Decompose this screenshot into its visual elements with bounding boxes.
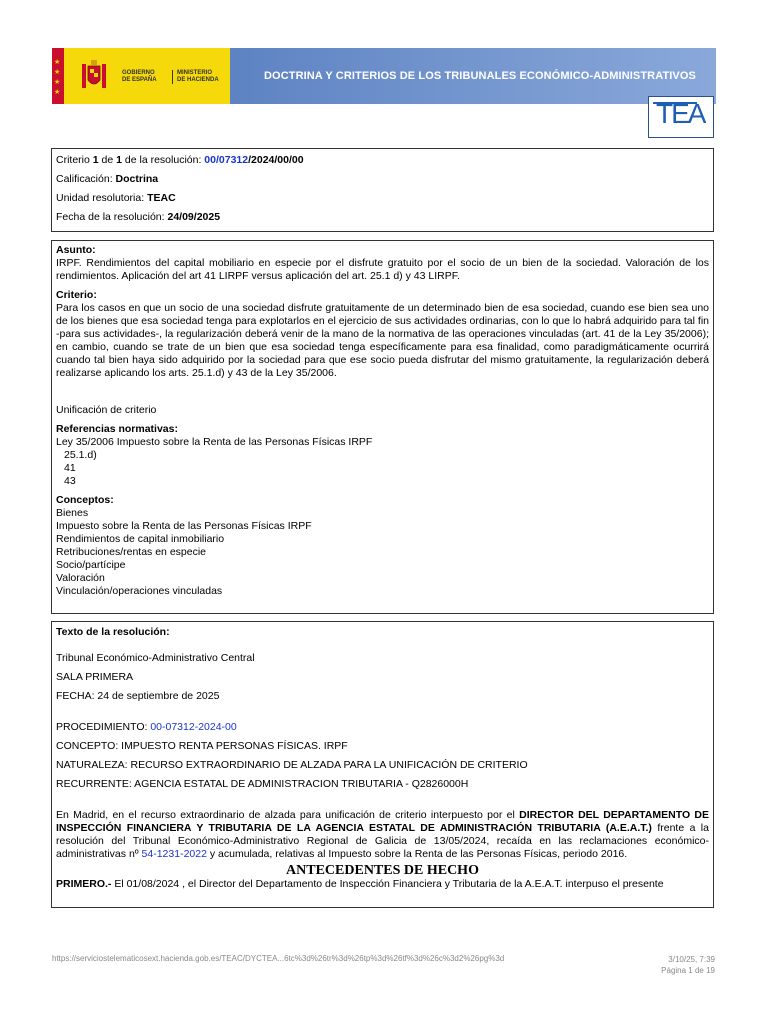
procedimiento-line: PROCEDIMIENTO: 00-07312-2024-00 — [56, 721, 237, 733]
concepto-item: Socio/partícipe — [56, 559, 126, 571]
fecha-text: FECHA: 24 de septiembre de 2025 — [56, 690, 220, 702]
articulo-item: 41 — [64, 462, 76, 474]
criterio-label: Criterio: — [56, 289, 97, 301]
referencias-label: Referencias normativas: — [56, 423, 178, 435]
criterio-detail — [51, 240, 714, 614]
resolution-link[interactable]: 00/07312 — [204, 154, 249, 166]
articulo-item: 43 — [64, 475, 76, 487]
resolution-text — [51, 621, 714, 908]
concepto-line: CONCEPTO: IMPUESTO RENTA PERSONAS FÍSICAS. IRPF — [56, 740, 348, 752]
footer-page: Página 1 de 19 — [661, 966, 715, 975]
header-banner — [52, 48, 716, 104]
recurrente-line: RECURRENTE: AGENCIA ESTATAL DE ADMINISTRACION TRIBUTARIA - Q2826000H — [56, 778, 469, 790]
naturaleza-line: NATURALEZA: RECURSO EXTRAORDINARIO DE ALZADA PARA LA UNIFICACIÓN DE CRITERIO — [56, 759, 528, 771]
resolution-summary — [51, 148, 714, 232]
tea-logo[interactable]: TEA — [648, 96, 714, 138]
reclamacion-link[interactable]: 54-1231-2022 — [141, 848, 207, 860]
primero-paragraph: PRIMERO.- El 01/08/2024 , el Director del Departamento de Inspección Financiera y Tributaria de la A.E.A.T. interpuso el presente — [56, 878, 664, 890]
texto-label: Texto de la resolución: — [56, 626, 170, 638]
concepto-item: Valoración — [56, 572, 105, 584]
asunto-text: IRPF. Rendimientos del capital mobiliario en especie por el disfrute gratuito por el socio de un bien de la sociedad. Valoración de los rendimientos. Aplicación del art 41 LIRPF versus aplicación del art. 25.1 d) y 43 LIRPF. — [56, 257, 709, 282]
asunto-label: Asunto: — [56, 244, 96, 256]
concepto-item: Vinculación/operaciones vinculadas — [56, 585, 223, 597]
tribunal-text: Tribunal Económico-Administrativo Central — [56, 652, 255, 664]
page-title: DOCTRINA Y CRITERIOS DE LOS TRIBUNALES ECONÓMICO-ADMINISTRATIVOS — [264, 70, 696, 82]
concepto-item: Impuesto sobre la Renta de las Personas Físicas IRPF — [56, 520, 312, 532]
ministry-label: MINISTERIO DE HACIENDA — [172, 70, 219, 84]
concepto-item: Rendimientos de capital inmobiliario — [56, 533, 225, 545]
conceptos-label: Conceptos: — [56, 494, 114, 506]
concepto-item: Bienes — [56, 507, 89, 519]
footer-url: https://serviciostelematicosext.hacienda.gob.es/TEAC/DYCTEA...6tc%3d%26tr%3d%26tp%3d%26tf%3d%26c%3d2%26pg%3d — [52, 954, 505, 963]
gov-label: GOBIERNO DE ESPAÑA — [122, 70, 157, 83]
calificacion-line: Calificación: Doctrina — [56, 173, 159, 185]
articulo-item: 25.1.d) — [64, 449, 97, 461]
coat-of-arms-icon — [80, 58, 108, 94]
resolution-body: En Madrid, en el recurso extraordinario de alzada para unificación de criterio interpuesto por el DIRECTOR DEL DEPARTAMENTO DE INSPECCIÓN FINANCIERA Y TRIBUTARIA DE LA AGENCIA ESTATAL DE ADMINISTRACIÓN TRIBUTARIA (A.E.A.T.) frente a la resolución del Tribunal Económico-Administrativo Regional de Galicia de 13/05/2024, recaída en las reclamaciones económico-administrativas nº 54-1231-2022 y acumulada, relativas al Impuesto sobre la Renta de las Personas Físicas, periodo 2016. — [56, 809, 709, 860]
criterio-line: Criterio 1 de 1 de la resolución: 00/07312/2024/00/00 — [56, 154, 304, 166]
antecedentes-heading: ANTECEDENTES DE HECHO — [286, 863, 479, 878]
footer-datetime: 3/10/25, 7:39 — [668, 955, 715, 964]
sala-text: SALA PRIMERA — [56, 671, 134, 683]
unidad-line: Unidad resolutoria: TEAC — [56, 192, 176, 204]
concepto-item: Retribuciones/rentas en especie — [56, 546, 207, 558]
ley-text: Ley 35/2006 Impuesto sobre la Renta de las Personas Físicas IRPF — [56, 436, 373, 448]
procedimiento-link[interactable]: 00-07312-2024-00 — [150, 721, 237, 733]
fecha-line: Fecha de la resolución: 24/09/2025 — [56, 211, 221, 223]
criterio-text: Para los casos en que un socio de una sociedad disfrute gratuitamente de un determinado bien de esa sociedad, cuando ese bien sea uno de los bienes que esa sociedad tenga para explotarlos en el ejercicio de sus actividades ordinarias, con lo que lo habrá adquirido para tal fin -para sus actividades-, la regularización deberá venir de la mano de la normativa de las operaciones vinculadas (art. 41 de la Ley 35/2006); en cambio, cuando se trate de un bien que esa sociedad tenga específicamente para esa finalidad, como paradigmáticamente ocurrirá cuando tal bien haya sido adquirido por la sociedad para que ese socio pueda disfrutar del mismo gratuitamente, la regularización deberá realizarse aplicando los arts. 25.1.d) y 43 de la Ley 35/2006. — [56, 302, 709, 379]
eu-flag-strip: ★ ★ ★ ★ — [52, 48, 64, 104]
unificacion-text: Unificación de criterio — [56, 404, 157, 416]
footer-meta — [661, 954, 715, 976]
government-logo — [52, 48, 230, 104]
